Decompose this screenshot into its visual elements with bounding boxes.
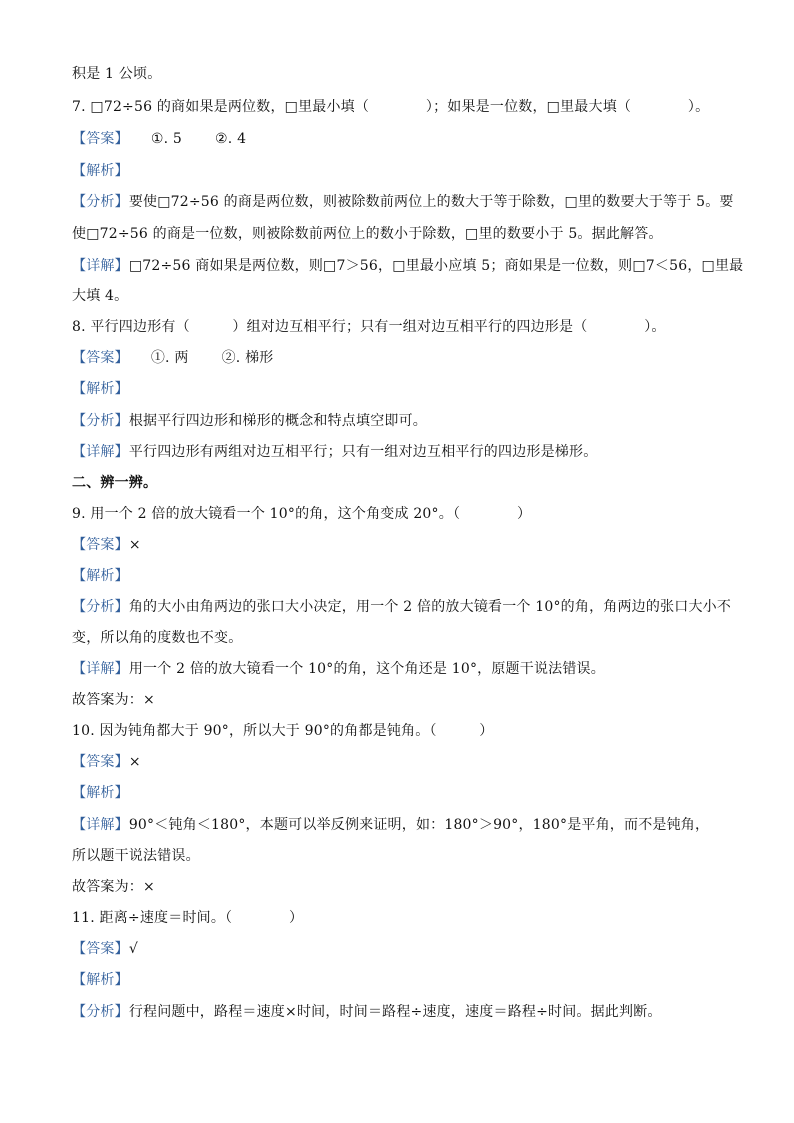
answer-tag: 【答案】 [72, 537, 129, 553]
answer-tag: 【答案】 [72, 350, 129, 366]
fenxi-tag: 【分析】 [72, 413, 129, 429]
answer-text: ①. 5 ②. 4 [150, 131, 247, 147]
conclusion-10 [72, 877, 732, 897]
fenxi-7 [72, 192, 732, 212]
fenxi-text: 行程问题中，路程＝速度×时间，时间＝路程÷速度，速度＝路程÷时间。据此判断。 [128, 1004, 662, 1020]
answer-tag: 【答案】 [72, 131, 129, 147]
detail-tag: 【详解】 [72, 661, 129, 677]
question-text: 8. 平行四边形有（ ）组对边互相平行；只有一组对边互相平行的四边形是（ ）。 [72, 319, 666, 335]
section-heading [72, 473, 732, 493]
detail-tag: 【详解】 [72, 817, 129, 833]
answer-11 [72, 939, 732, 959]
detail-text: □72÷56 商如果是两位数，则□7＞56，□里最小应填 5；商如果是一位数，则□7＜56，□里最 [128, 258, 744, 274]
detail-text: 用一个 2 倍的放大镜看一个 10°的角，这个角还是 10°，原题干说法错误。 [128, 661, 605, 677]
question-8 [72, 317, 732, 337]
fenxi-text: 根据平行四边形和梯形的概念和特点填空即可。 [128, 413, 428, 429]
fenxi-tag: 【分析】 [72, 1004, 129, 1020]
detail-7-cont [72, 286, 732, 306]
detail-tag: 【详解】 [72, 258, 129, 274]
analysis-tag: 【解析】 [72, 381, 129, 397]
question-7 [72, 97, 732, 117]
analysis-label-7 [72, 161, 732, 181]
analysis-tag: 【解析】 [72, 785, 129, 801]
analysis-label-9 [72, 566, 732, 586]
fenxi-text: 变，所以角的度数也不变。 [72, 630, 243, 646]
answer-tag: 【答案】 [72, 941, 129, 957]
detail-text: 平行四边形有两组对边互相平行；只有一组对边互相平行的四边形是梯形。 [128, 444, 598, 460]
fenxi-9 [72, 597, 732, 617]
answer-text: × [128, 537, 141, 553]
question-text: 9. 用一个 2 倍的放大镜看一个 10°的角，这个角变成 20°。（ ） [72, 506, 532, 522]
analysis-tag: 【解析】 [72, 972, 129, 988]
conclusion-text: 故答案为：× [72, 692, 155, 708]
question-text: 10. 因为钝角都大于 90°，所以大于 90°的角都是钝角。（ ） [72, 723, 494, 739]
analysis-label-11 [72, 970, 732, 990]
detail-10 [72, 815, 732, 835]
answer-9 [72, 535, 732, 555]
analysis-tag: 【解析】 [72, 163, 129, 179]
detail-text: 所以题干说法错误。 [72, 848, 200, 864]
analysis-tag: 【解析】 [72, 568, 129, 584]
section-title: 二、辨一辨。 [72, 475, 158, 491]
answer-text: √ [128, 941, 138, 957]
fenxi-8 [72, 411, 732, 431]
conclusion-text: 故答案为：× [72, 879, 155, 895]
answer-tag: 【答案】 [72, 754, 129, 770]
line-area-result [72, 64, 732, 84]
fenxi-tag: 【分析】 [72, 194, 129, 210]
answer-7 [72, 129, 732, 149]
fenxi-text: 使□72÷56 的商是一位数，则被除数前两位上的数小于除数，□里的数要小于 5。据此解答。 [72, 226, 663, 242]
detail-text: 90°＜钝角＜180°，本题可以举反例来证明，如：180°＞90°，180°是平角，而不是钝角， [128, 817, 710, 833]
fenxi-11 [72, 1002, 732, 1022]
fenxi-9-cont [72, 628, 732, 648]
question-text: 7. □72÷56 的商如果是两位数，□里最小填（ ）；如果是一位数，□里最大填（ ）。 [72, 99, 710, 115]
answer-text: × [128, 754, 141, 770]
fenxi-7-cont [72, 224, 732, 244]
fenxi-text: 角的大小由角两边的张口大小决定，用一个 2 倍的放大镜看一个 10°的角，角两边的张口大小不 [128, 599, 732, 615]
detail-10-cont [72, 846, 732, 866]
text: 积是 1 公顷。 [72, 66, 162, 82]
detail-text: 大填 4。 [72, 288, 129, 304]
fenxi-text: 要使□72÷56 的商是两位数，则被除数前两位上的数大于等于除数，□里的数要大于等于 5。要 [128, 194, 734, 210]
answer-8 [72, 348, 732, 368]
conclusion-9 [72, 690, 732, 710]
fenxi-tag: 【分析】 [72, 599, 129, 615]
answer-text: ①. 两 ②. 梯形 [150, 350, 274, 366]
question-text: 11. 距离÷速度＝时间。（ ） [72, 910, 304, 926]
analysis-label-8 [72, 379, 732, 399]
detail-8 [72, 442, 732, 462]
detail-7 [72, 256, 744, 276]
question-11 [72, 908, 732, 928]
analysis-label-10 [72, 783, 732, 803]
detail-tag: 【详解】 [72, 444, 129, 460]
question-10 [72, 721, 732, 741]
detail-9 [72, 659, 732, 679]
question-9 [72, 504, 732, 524]
answer-10 [72, 752, 732, 772]
